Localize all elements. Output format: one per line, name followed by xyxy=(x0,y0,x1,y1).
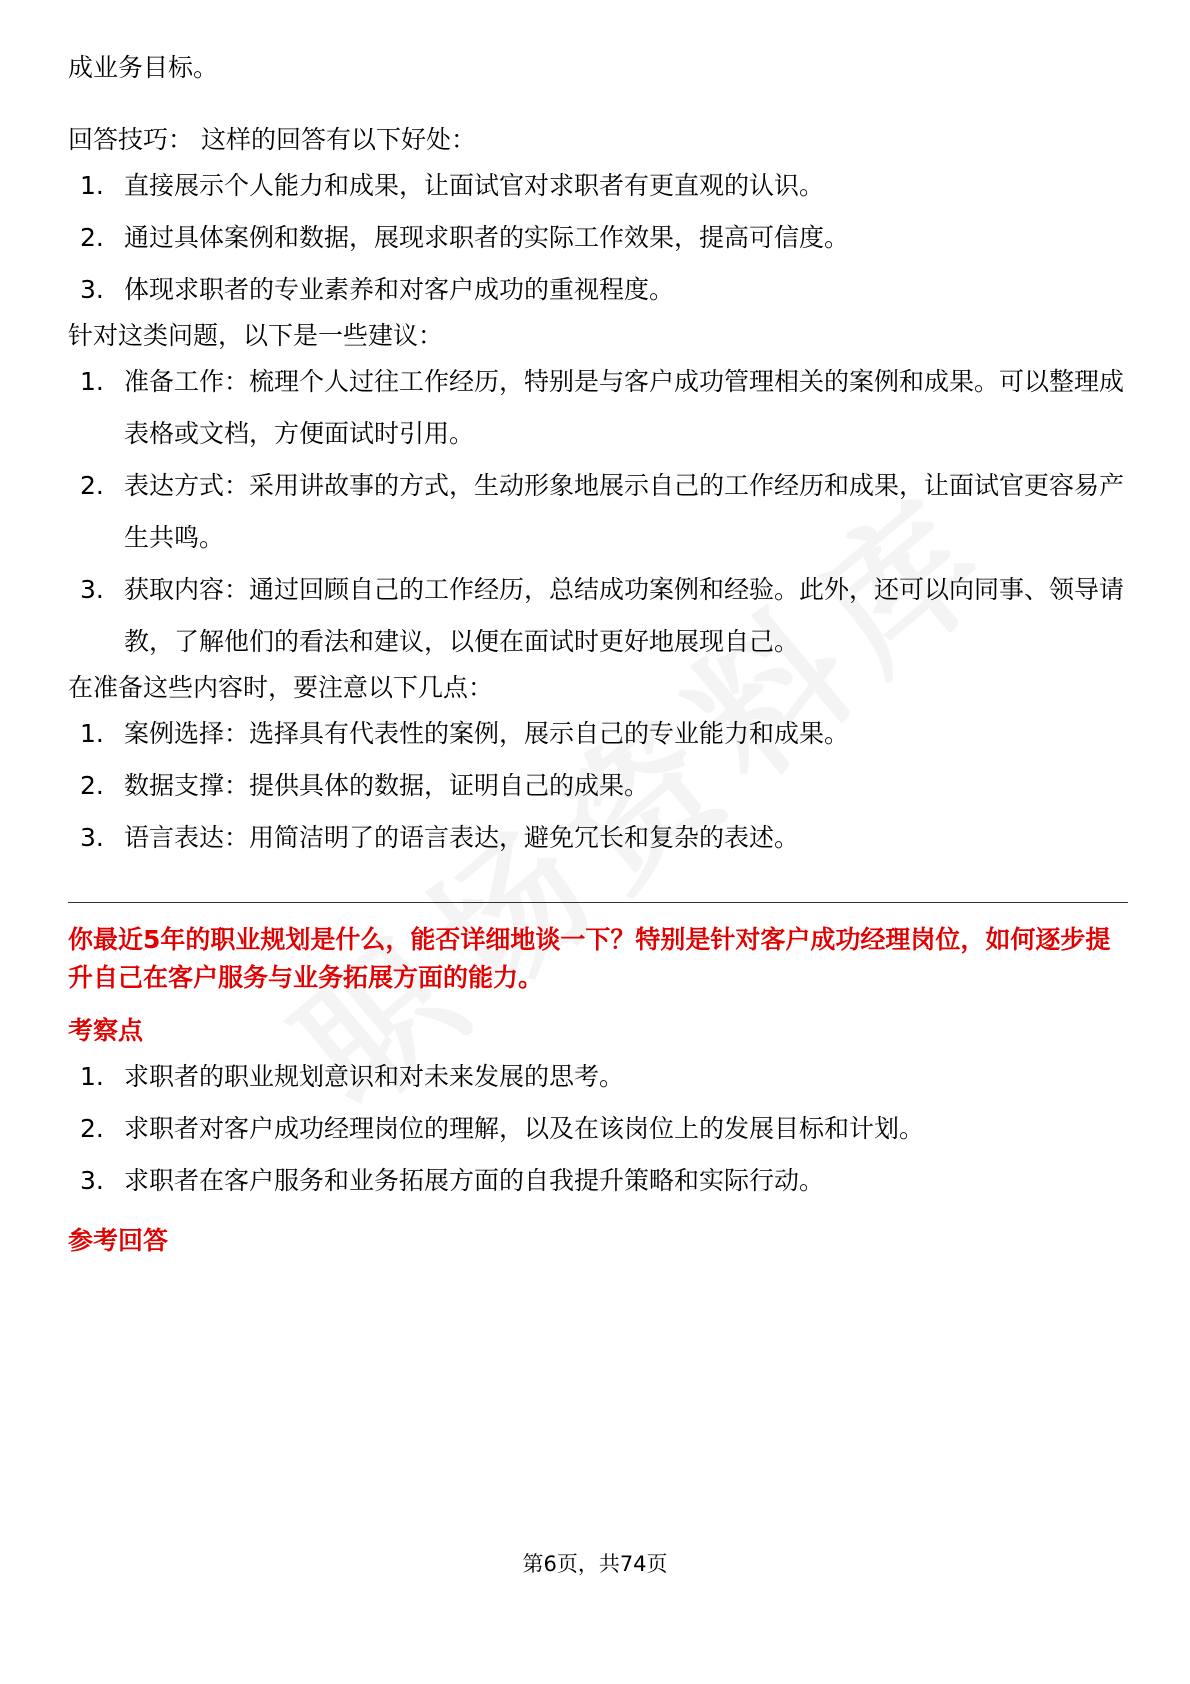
list-item: 2. 通过具体案例和数据，展现求职者的实际工作效果，提高可信度。 xyxy=(80,223,850,252)
list-item: 1. 案例选择：选择具有代表性的案例，展示自己的专业能力和成果。 xyxy=(80,719,850,748)
focus-title: 考察点 xyxy=(68,1016,144,1045)
intro-line: 成业务目标。 xyxy=(68,53,219,82)
list-item: 1. 求职者的职业规划意识和对未来发展的思考。 xyxy=(80,1062,625,1091)
section-divider xyxy=(68,902,1128,903)
list-item: 2. 数据支撑：提供具体的数据，证明自己的成果。 xyxy=(80,771,650,800)
answer-title: 参考回答 xyxy=(68,1226,169,1255)
list-item: 1. 直接展示个人能力和成果，让面试官对求职者有更直观的认识。 xyxy=(80,171,825,200)
tips-line: 回答技巧： 这样的回答有以下好处： xyxy=(68,125,476,154)
list-item: 1. 准备工作：梳理个人过往工作经历，特别是与客户成功管理相关的案例和成果。可以整理成表格或文档，方便面试时引用。 xyxy=(80,367,1125,448)
notes-list xyxy=(68,708,1128,864)
page-footer: 第6页，共74页 xyxy=(522,1552,668,1576)
list-item: 3. 语言表达：用简洁明了的语言表达，避免冗长和复杂的表述。 xyxy=(80,823,800,852)
document-body xyxy=(68,48,1128,1261)
advice-list xyxy=(68,356,1128,668)
interview-question: 你最近5年的职业规划是什么，能否详细地谈一下？特别是针对客户成功经理岗位，如何逐步提升自己在客户服务与业务拓展方面的能力。 xyxy=(68,925,1111,992)
advice-line: 针对这类问题，以下是一些建议： xyxy=(68,321,444,350)
benefits-list xyxy=(68,160,1128,316)
list-item: 2. 求职者对客户成功经理岗位的理解，以及在该岗位上的发展目标和计划。 xyxy=(80,1114,925,1143)
list-item: 2. 表达方式：采用讲故事的方式，生动形象地展示自己的工作经历和成果，让面试官更容易产生共鸣。 xyxy=(80,471,1125,552)
list-item: 3. 体现求职者的专业素养和对客户成功的重视程度。 xyxy=(80,275,675,304)
list-item: 3. 求职者在客户服务和业务拓展方面的自我提升策略和实际行动。 xyxy=(80,1166,825,1195)
focus-list xyxy=(68,1051,1128,1207)
list-item: 3. 获取内容：通过回顾自己的工作经历，总结成功案例和经验。此外，还可以向同事、领导请教，了解他们的看法和建议，以便在面试时更好地展现自己。 xyxy=(80,575,1125,656)
notes-line: 在准备这些内容时，要注意以下几点： xyxy=(68,673,494,702)
